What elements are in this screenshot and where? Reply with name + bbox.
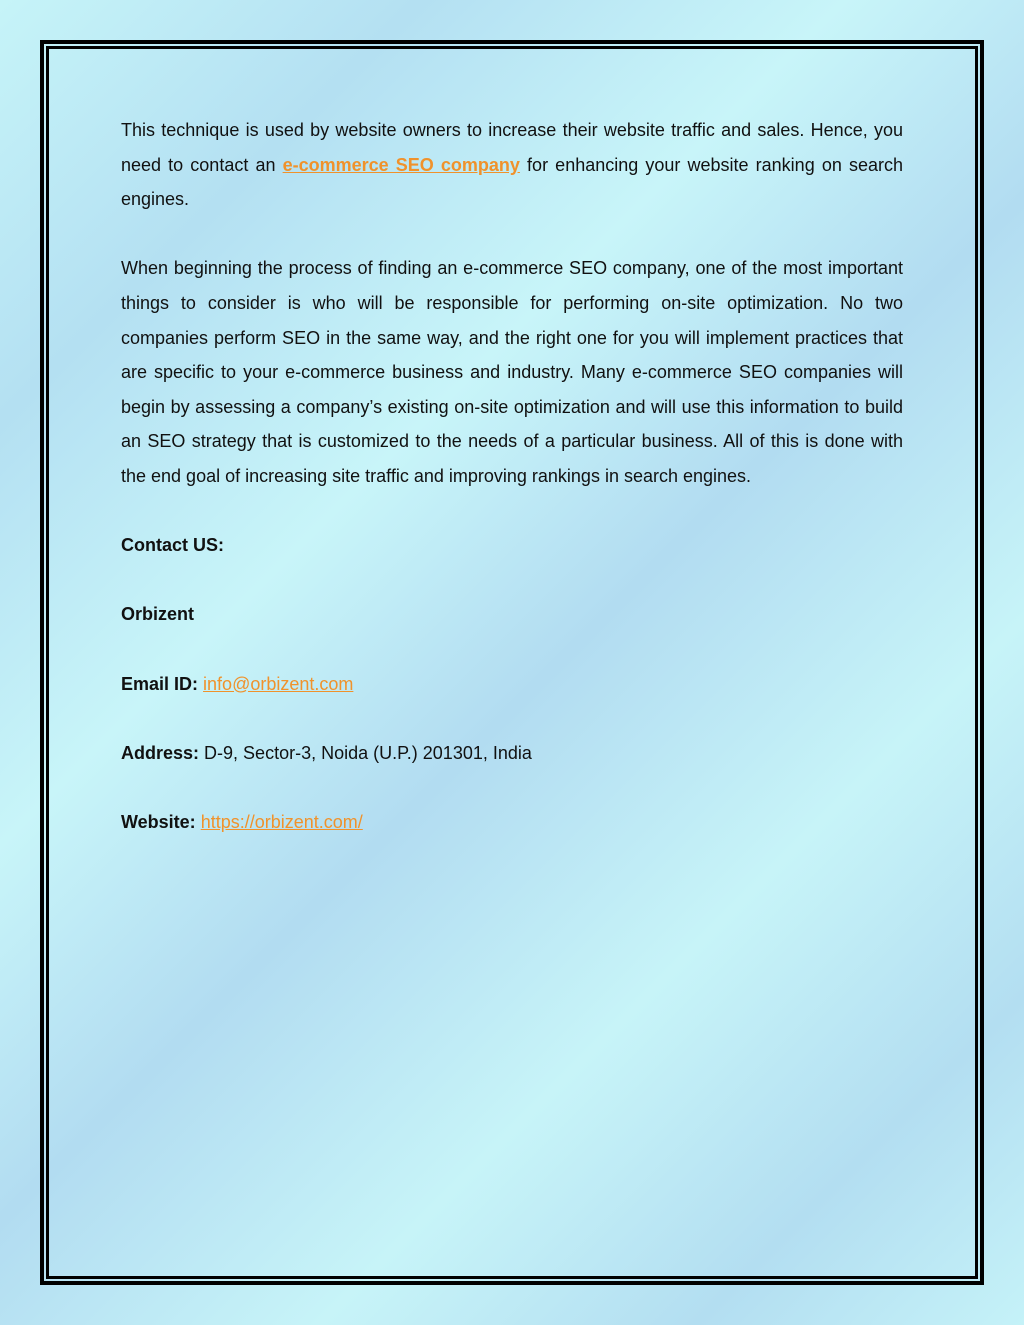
contact-heading: Contact US: — [121, 535, 224, 556]
intro-text-before-link: This technique is used by website owners to increase their website traffic and sales. Hence, you need to contact an — [121, 120, 903, 175]
website-line — [121, 805, 903, 840]
body-paragraph: When beginning the process of finding an e-commerce SEO company, one of the most important things to consider is who will be responsible for performing on-site optimization. No two companies perform SEO in the same way, and the right one for you will implement practices that are specific to your e-commerce business and industry. Many e-commerce SEO companies will begin by assessing a company’s existing on-site optimization and will use this information to build an SEO strategy that is customized to the needs of a particular business. All of this is done with the end goal of increasing site traffic and improving rankings in search engines. — [121, 258, 903, 486]
address-label: Address: — [121, 742, 200, 763]
ecommerce-seo-company-link[interactable]: e-commerce SEO company — [282, 154, 520, 175]
email-line — [121, 667, 903, 702]
website-label: Website: — [121, 811, 196, 832]
address-value: D-9, Sector-3, Noida (U.P.) 201301, India — [204, 742, 532, 763]
company-name: Orbizent — [121, 604, 195, 625]
address-line — [121, 736, 903, 771]
email-link[interactable]: info@orbizent.com — [203, 673, 354, 694]
website-link[interactable]: https://orbizent.com/ — [200, 811, 363, 832]
email-label: Email ID: — [121, 673, 199, 694]
intro-paragraph — [121, 113, 903, 217]
document-body — [121, 113, 903, 874]
intro-text-after-link: for enhancing your website ranking on search engines. — [121, 154, 903, 210]
